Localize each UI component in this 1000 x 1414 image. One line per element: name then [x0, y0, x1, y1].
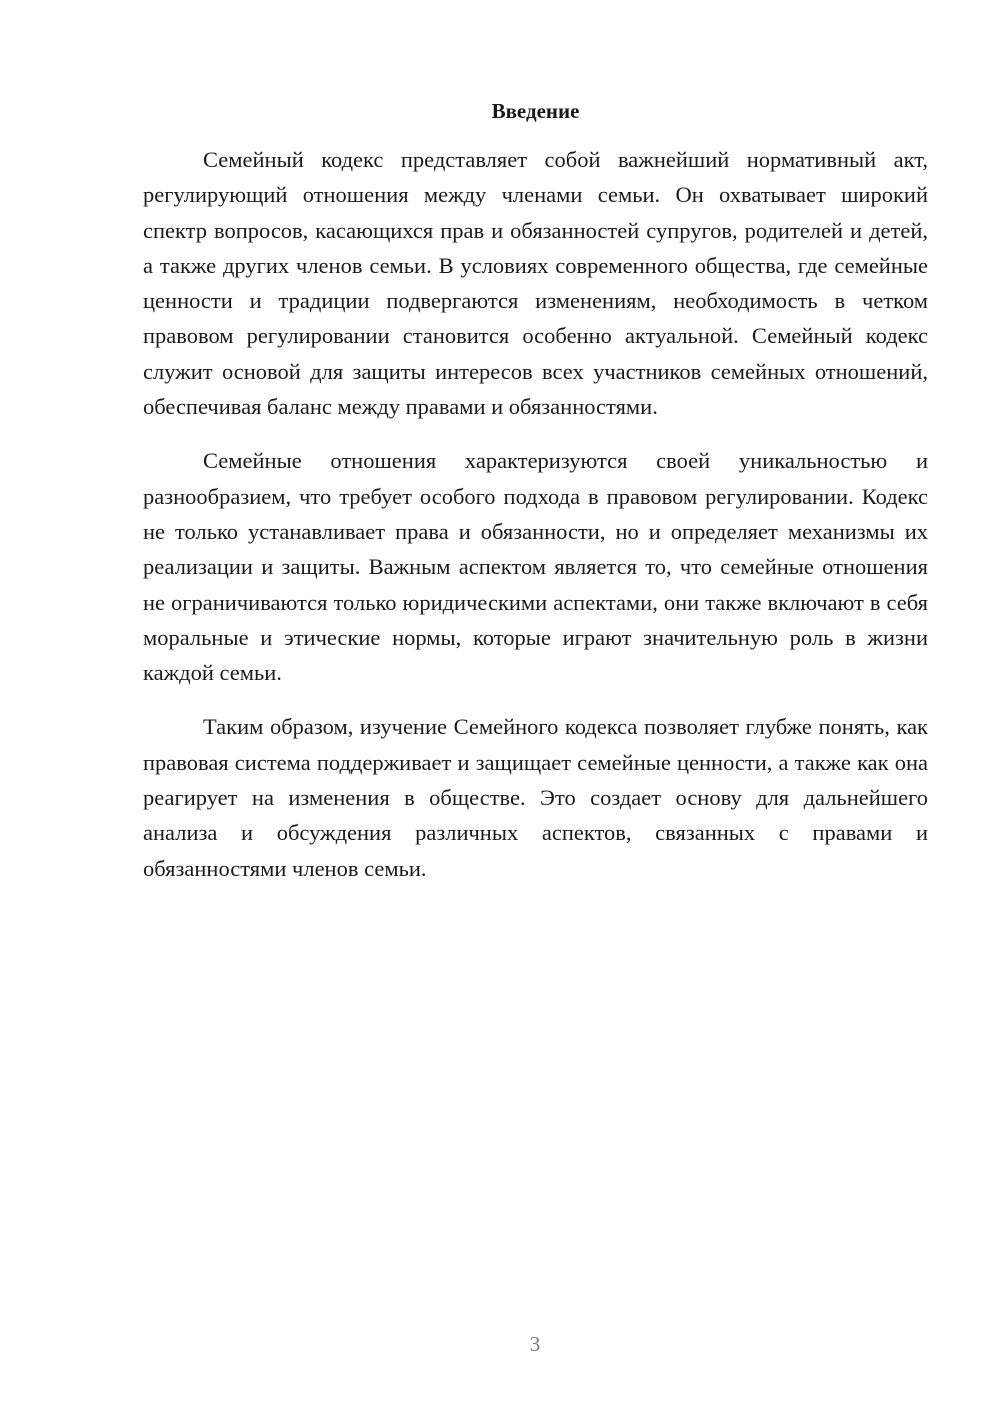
paragraph-1: Семейный кодекс представляет собой важнейший нормативный акт, регулирующий отношения между членами семьи. Он охватывает широкий спектр вопросов, касающихся прав и обязанностей супругов, родителей и детей, а также других членов семьи. В условиях современного общества, где семейные ценности и традиции подвергаются изменениям, необходимость в четком правовом регулировании становится особенно актуальной. Семейный кодекс служит основой для защиты интересов всех участников семейных отношений, обеспечивая баланс между правами и обязанностями.: [143, 147, 928, 420]
paragraph-3: Таким образом, изучение Семейного кодекса позволяет глубже понять, как правовая система поддерживает и защищает семейные ценности, а также как она реагирует на изменения в обществе. Это создает основу для дальнейшего анализа и обсуждения различных аспектов, связанных с правами и обязанностями членов семьи.: [143, 714, 928, 881]
page-number: 3: [529, 1332, 541, 1356]
page-title: Введение: [491, 99, 580, 123]
paragraph-2: Семейные отношения характеризуются своей уникальностью и разнообразием, что требует особого подхода в правовом регулировании. Кодекс не только устанавливает права и обязанности, но и определяет механизмы их реализации и защиты. Важным аспектом является то, что семейные отношения не ограничиваются только юридическими аспектами, они также включают в себя моральные и этические нормы, которые играют значительную роль в жизни каждой семьи.: [143, 448, 928, 686]
document-body: [143, 142, 928, 905]
